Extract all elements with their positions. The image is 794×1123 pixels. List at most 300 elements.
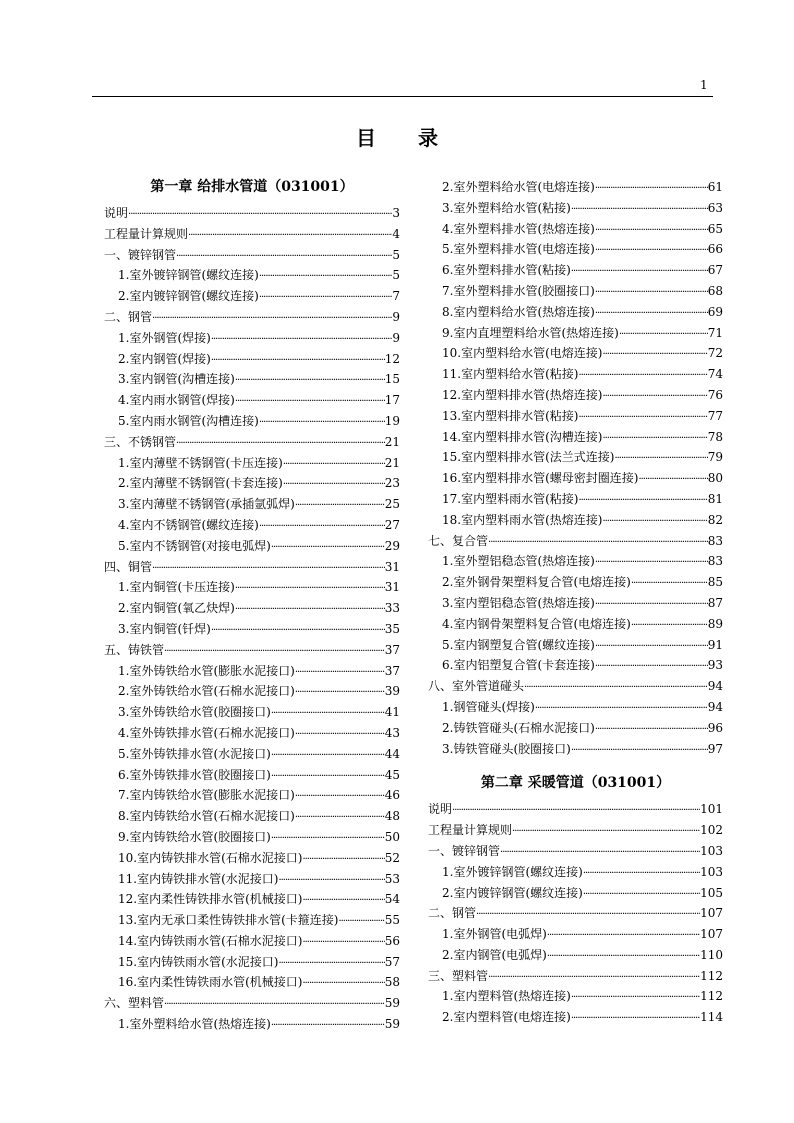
toc-entry-label: 3.室外塑料给水管(粘接)	[442, 200, 571, 215]
dot-leader	[278, 952, 384, 973]
toc-entry[interactable]	[428, 447, 723, 468]
dot-leader	[259, 265, 393, 286]
toc-list	[428, 177, 723, 759]
toc-entry-page: 4	[392, 226, 400, 241]
dot-leader	[452, 799, 700, 820]
toc-entry[interactable]	[104, 453, 400, 474]
toc-entry-page: 21	[384, 434, 400, 449]
toc-entry-page: 103	[700, 864, 723, 879]
toc-entry[interactable]	[104, 536, 400, 557]
dot-leader	[302, 972, 384, 993]
toc-entry-label: 一、镀锌钢管	[428, 843, 501, 858]
dot-leader	[571, 1007, 700, 1028]
dot-leader	[631, 572, 708, 593]
toc-entry-page: 101	[700, 802, 723, 817]
dot-leader	[302, 931, 384, 952]
toc-entry[interactable]	[104, 640, 400, 661]
toc-entry[interactable]	[428, 364, 723, 385]
toc-entry[interactable]	[428, 676, 723, 697]
toc-entry[interactable]	[428, 739, 723, 760]
toc-entry[interactable]	[428, 820, 723, 841]
toc-entry[interactable]	[428, 1007, 723, 1028]
toc-entry-label: 17.室内塑料雨水管(粘接)	[442, 491, 579, 506]
toc-entry[interactable]	[428, 551, 723, 572]
dot-leader	[235, 577, 385, 598]
toc-entry-label: 1.室外塑料给水管(热熔连接)	[118, 1017, 271, 1032]
dot-leader	[278, 869, 384, 890]
toc-entry[interactable]	[104, 224, 400, 245]
toc-entry[interactable]	[104, 265, 400, 286]
dot-leader	[488, 531, 708, 552]
toc-entry-page: 21	[384, 455, 400, 470]
dot-leader	[602, 427, 707, 448]
toc-entry-page: 68	[707, 283, 723, 298]
toc-entry-label: 5.室内不锈钢管(对接电弧焊)	[118, 538, 271, 553]
toc-entry-label: 18.室内塑料雨水管(热熔连接)	[442, 512, 603, 527]
toc-entry-label: 2.室内薄壁不锈钢管(卡套连接)	[118, 476, 283, 491]
toc-entry-page: 93	[707, 658, 723, 673]
toc-entry-page: 81	[707, 491, 723, 506]
dot-leader	[283, 453, 385, 474]
toc-entry-page: 56	[384, 933, 400, 948]
toc-entry-label: 2.室内塑料管(电熔连接)	[442, 1010, 571, 1025]
dot-leader	[578, 406, 707, 427]
dot-leader	[211, 349, 385, 370]
dot-leader	[302, 889, 384, 910]
dot-leader	[271, 702, 385, 723]
toc-entry-page: 39	[384, 684, 400, 699]
toc-entry[interactable]	[428, 198, 723, 219]
toc-entry-label: 4.室外铸铁排水管(石棉水泥接口)	[118, 725, 295, 740]
toc-entry[interactable]	[104, 369, 400, 390]
toc-entry-page: 53	[384, 871, 400, 886]
toc-entry-label: 四、铜管	[104, 559, 153, 574]
toc-entry-label: 3.室内薄壁不锈钢管(承插氩弧焊)	[118, 497, 295, 512]
toc-entry-label: 4.室内钢骨架塑料复合管(电熔连接)	[442, 616, 631, 631]
page-title	[0, 122, 794, 151]
toc-entry-label: 5.室内钢塑复合管(螺纹连接)	[442, 637, 595, 652]
toc-entry-label: 1.钢管碰头(焊接)	[442, 699, 535, 714]
dot-leader	[512, 820, 700, 841]
toc-entry-label: 4.室内雨水钢管(焊接)	[118, 393, 235, 408]
toc-entry[interactable]	[428, 406, 723, 427]
toc-entry[interactable]	[428, 219, 723, 240]
toc-entry-label: 说明	[104, 206, 129, 220]
dot-leader	[164, 640, 385, 661]
dot-leader	[595, 281, 708, 302]
dot-leader	[211, 328, 393, 349]
dot-leader	[595, 551, 708, 572]
toc-entry-label: 9.室内铸铁给水管(胶圈接口)	[118, 829, 271, 844]
toc-entry[interactable]	[428, 614, 723, 635]
toc-entry[interactable]	[428, 323, 723, 344]
toc-entry-label: 5.室外塑料排水管(电熔连接)	[442, 242, 595, 257]
toc-entry[interactable]	[428, 385, 723, 406]
toc-entry[interactable]	[104, 972, 400, 993]
toc-entry-page: 69	[707, 304, 723, 319]
toc-entry-page: 91	[707, 637, 723, 652]
toc-entry[interactable]	[428, 862, 723, 883]
toc-entry-page: 41	[384, 705, 400, 720]
toc-entry-page: 9	[392, 309, 400, 324]
toc-entry[interactable]	[104, 765, 400, 786]
toc-entry[interactable]	[104, 432, 400, 453]
toc-entry[interactable]	[428, 489, 723, 510]
toc-entry-page: 71	[707, 325, 723, 340]
toc-entry-page: 114	[700, 1010, 723, 1025]
title-char-1: 目	[356, 126, 376, 150]
toc-entry-page: 74	[707, 367, 723, 382]
dot-leader	[547, 924, 700, 945]
dot-leader	[164, 993, 385, 1014]
toc-entry-label: 2.室内钢管(焊接)	[118, 351, 211, 366]
toc-left-column	[104, 177, 400, 1035]
toc-entry-label: 二、钢管	[104, 309, 153, 324]
toc-entry-label: 3.室内铜管(钎焊)	[118, 621, 211, 636]
toc-entry[interactable]	[428, 799, 723, 820]
toc-entry-label: 5.室外铸铁排水管(水泥接口)	[118, 746, 271, 761]
toc-entry-page: 89	[707, 616, 723, 631]
toc-entry-page: 35	[384, 621, 400, 636]
toc-entry[interactable]	[428, 635, 723, 656]
toc-entry[interactable]	[428, 177, 723, 198]
toc-entry-label: 9.室内直埋塑料给水管(热熔连接)	[442, 325, 619, 340]
toc-entry-label: 说明	[428, 802, 453, 817]
toc-entry-page: 112	[700, 968, 723, 983]
dot-leader	[271, 536, 385, 557]
dot-leader	[535, 697, 708, 718]
toc-entry-label: 1.室外铸铁给水管(膨胀水泥接口)	[118, 663, 295, 678]
toc-entry[interactable]	[104, 390, 400, 411]
toc-entry-page: 5	[392, 268, 400, 283]
dot-leader	[295, 785, 385, 806]
toc-entry-page: 110	[700, 947, 723, 962]
toc-entry[interactable]	[428, 718, 723, 739]
toc-right-column	[428, 177, 723, 1028]
toc-entry-page: 23	[384, 476, 400, 491]
toc-entry[interactable]	[104, 515, 400, 536]
toc-entry-label: 10.室内铸铁排水管(石棉水泥接口)	[118, 850, 303, 865]
toc-entry[interactable]	[428, 281, 723, 302]
toc-entry-page: 57	[384, 954, 400, 969]
toc-entry-label: 工程量计算规则	[104, 226, 189, 241]
toc-entry-page: 25	[384, 497, 400, 512]
dot-leader	[619, 323, 708, 344]
toc-entry-page: 112	[700, 989, 723, 1004]
toc-entry-page: 80	[707, 471, 723, 486]
dot-leader	[188, 224, 392, 245]
toc-entry[interactable]	[428, 986, 723, 1007]
dot-leader	[271, 827, 385, 848]
toc-entry-label: 7.室外塑料排水管(胶圈接口)	[442, 283, 595, 298]
toc-entry[interactable]	[104, 1014, 400, 1035]
toc-entry-label: 三、不锈钢管	[104, 434, 177, 449]
toc-entry-page: 63	[707, 200, 723, 215]
toc-entry-page: 103	[700, 843, 723, 858]
page-number: 1	[700, 78, 708, 92]
dot-leader	[595, 718, 708, 739]
toc-entry-page: 15	[384, 372, 400, 387]
toc-entry[interactable]	[104, 286, 400, 307]
dot-leader	[176, 432, 385, 453]
toc-entry-page: 43	[384, 725, 400, 740]
toc-entry-label: 1.室内铜管(卡压连接)	[118, 580, 235, 595]
toc-entry[interactable]	[104, 952, 400, 973]
toc-entry-page: 78	[707, 429, 723, 444]
toc-entry-page: 82	[707, 512, 723, 527]
toc-entry-label: 8.室内铸铁给水管(石棉水泥接口)	[118, 809, 295, 824]
dot-leader	[500, 841, 700, 862]
toc-entry-label: 六、塑料管	[104, 996, 165, 1011]
toc-entry[interactable]	[104, 577, 400, 598]
dot-leader	[578, 364, 707, 385]
dot-leader	[295, 494, 385, 515]
toc-list	[104, 203, 400, 1035]
toc-entry-label: 6.室内铝塑复合管(卡套连接)	[442, 658, 595, 673]
toc-entry-page: 94	[707, 679, 723, 694]
dot-leader	[235, 369, 385, 390]
toc-entry-page: 37	[384, 663, 400, 678]
chapter-heading: 第二章 采暖管道（031001）	[480, 775, 671, 792]
toc-entry[interactable]	[104, 598, 400, 619]
toc-entry-page: 3	[392, 206, 400, 220]
toc-entry-label: 13.室内无承口柔性铸铁排水管(卡箍连接)	[118, 913, 339, 928]
toc-entry[interactable]	[428, 260, 723, 281]
dot-leader	[571, 260, 708, 281]
toc-entry[interactable]	[428, 841, 723, 862]
dot-leader	[283, 473, 385, 494]
toc-entry-label: 15.室内塑料排水管(法兰式连接)	[442, 450, 615, 465]
toc-entry[interactable]	[104, 494, 400, 515]
dot-leader	[235, 598, 385, 619]
dot-leader	[295, 681, 385, 702]
toc-entry[interactable]	[104, 889, 400, 910]
toc-entry[interactable]	[428, 903, 723, 924]
dot-leader	[338, 910, 384, 931]
toc-entry-label: 3.铸铁管碰头(胶圈接口)	[442, 741, 571, 756]
dot-leader	[295, 661, 385, 682]
toc-entry-page: 107	[700, 927, 723, 942]
dot-leader	[578, 489, 707, 510]
toc-entry[interactable]	[428, 468, 723, 489]
toc-entry[interactable]	[428, 697, 723, 718]
dot-leader	[595, 593, 708, 614]
toc-entry-label: 8.室内塑料给水管(热熔连接)	[442, 304, 595, 319]
toc-entry-label: 2.室内钢管(电弧焊)	[442, 947, 547, 962]
toc-entry-label: 4.室内不锈钢管(螺纹连接)	[118, 517, 259, 532]
toc-entry[interactable]	[104, 931, 400, 952]
toc-entry-label: 一、镀锌钢管	[104, 247, 177, 262]
dot-leader	[583, 862, 700, 883]
toc-entry-label: 11.室内塑料给水管(粘接)	[442, 367, 579, 382]
dot-leader	[271, 765, 385, 786]
toc-entry[interactable]	[428, 510, 723, 531]
toc-entry[interactable]	[104, 785, 400, 806]
dot-leader	[595, 635, 708, 656]
toc-entry-page: 58	[384, 975, 400, 990]
dot-leader	[595, 177, 708, 198]
dot-leader	[488, 966, 700, 987]
toc-entry[interactable]	[104, 848, 400, 869]
toc-entry-label: 三、塑料管	[428, 968, 489, 983]
toc-entry-label: 1.室外钢管(电弧焊)	[442, 927, 547, 942]
toc-entry-page: 17	[384, 393, 400, 408]
toc-entry-page: 54	[384, 892, 400, 907]
toc-entry[interactable]	[104, 411, 400, 432]
toc-entry-page: 5	[392, 247, 400, 262]
dot-leader	[259, 515, 385, 536]
toc-entry-label: 二、钢管	[428, 906, 477, 921]
toc-entry[interactable]	[428, 966, 723, 987]
toc-entry[interactable]	[428, 945, 723, 966]
toc-entry[interactable]	[428, 924, 723, 945]
toc-entry-label: 2.室内铜管(氧乙炔焊)	[118, 601, 235, 616]
toc-entry-label: 五、铸铁管	[104, 642, 165, 657]
toc-entry-page: 96	[707, 720, 723, 735]
toc-entry[interactable]	[104, 827, 400, 848]
toc-entry-label: 1.室外镀锌钢管(螺纹连接)	[118, 268, 259, 283]
toc-list	[428, 799, 723, 1028]
toc-entry[interactable]	[428, 302, 723, 323]
toc-entry[interactable]	[428, 593, 723, 614]
toc-entry[interactable]	[104, 473, 400, 494]
toc-entry[interactable]	[104, 723, 400, 744]
toc-entry-page: 7	[392, 289, 400, 304]
toc-entry-page: 61	[707, 180, 723, 194]
toc-entry-page: 44	[384, 746, 400, 761]
toc-entry-page: 12	[384, 351, 400, 366]
toc-entry[interactable]	[104, 806, 400, 827]
toc-entry[interactable]	[104, 681, 400, 702]
dot-leader	[235, 390, 385, 411]
toc-entry-label: 15.室内铸铁雨水管(水泥接口)	[118, 954, 279, 969]
toc-entry-page: 72	[707, 346, 723, 361]
toc-entry[interactable]	[428, 343, 723, 364]
toc-entry[interactable]	[104, 349, 400, 370]
toc-entry[interactable]	[428, 883, 723, 904]
toc-entry-page: 83	[707, 554, 723, 569]
toc-entry-label: 6.室外塑料排水管(粘接)	[442, 263, 571, 278]
toc-entry[interactable]	[104, 557, 400, 578]
toc-entry[interactable]	[428, 239, 723, 260]
toc-entry-page: 65	[707, 221, 723, 236]
toc-entry-page: 83	[707, 533, 723, 548]
toc-entry[interactable]	[104, 702, 400, 723]
toc-entry[interactable]	[104, 245, 400, 266]
toc-entry-page: 59	[384, 1017, 400, 1032]
toc-entry-page: 77	[707, 408, 723, 423]
toc-entry-page: 76	[707, 387, 723, 402]
toc-entry-label: 12.室内塑料排水管(热熔连接)	[442, 387, 603, 402]
toc-entry[interactable]	[428, 427, 723, 448]
toc-entry-page: 85	[707, 575, 723, 590]
toc-entry-label: 2.室外铸铁给水管(石棉水泥接口)	[118, 684, 295, 699]
toc-entry[interactable]	[104, 661, 400, 682]
dot-leader	[152, 557, 385, 578]
dot-leader	[595, 239, 708, 260]
toc-entry[interactable]	[104, 307, 400, 328]
toc-entry-page: 46	[384, 788, 400, 803]
toc-entry-page: 87	[707, 595, 723, 610]
toc-entry-label: 3.室内塑铝稳态管(热熔连接)	[442, 595, 595, 610]
toc-entry[interactable]	[104, 328, 400, 349]
toc-entry-label: 2.室外钢骨架塑料复合管(电熔连接)	[442, 575, 631, 590]
toc-entry-page: 79	[707, 450, 723, 465]
dot-leader	[595, 302, 708, 323]
dot-leader	[602, 343, 707, 364]
toc-entry[interactable]	[428, 531, 723, 552]
toc-entry-page: 19	[384, 413, 400, 428]
dot-leader	[602, 510, 707, 531]
dot-leader	[614, 447, 707, 468]
dot-leader	[259, 411, 385, 432]
toc-entry-label: 工程量计算规则	[428, 823, 513, 838]
dot-leader	[631, 614, 708, 635]
toc-entry[interactable]	[104, 869, 400, 890]
toc-entry-page: 37	[384, 642, 400, 657]
toc-entry-label: 2.室外塑料给水管(电熔连接)	[442, 180, 595, 194]
toc-entry-page: 45	[384, 767, 400, 782]
toc-entry[interactable]	[104, 744, 400, 765]
dot-leader	[602, 385, 707, 406]
toc-entry[interactable]	[428, 572, 723, 593]
header-rule	[92, 96, 713, 97]
dot-leader	[271, 1014, 385, 1035]
dot-leader	[638, 468, 707, 489]
toc-entry-label: 1.室外镀锌钢管(螺纹连接)	[442, 864, 583, 879]
toc-entry-label: 七、复合管	[428, 533, 489, 548]
dot-leader	[595, 655, 708, 676]
toc-entry[interactable]	[104, 619, 400, 640]
toc-entry-label: 14.室内铸铁雨水管(石棉水泥接口)	[118, 933, 303, 948]
dot-leader	[547, 945, 700, 966]
toc-entry-label: 12.室内柔性铸铁排水管(机械接口)	[118, 892, 303, 907]
toc-entry-page: 9	[392, 330, 400, 345]
toc-entry-label: 2.铸铁管碰头(石棉水泥接口)	[442, 720, 595, 735]
toc-entry-label: 3.室内钢管(沟槽连接)	[118, 372, 235, 387]
dot-leader	[271, 744, 385, 765]
toc-entry-label: 11.室内铸铁排水管(水泥接口)	[118, 871, 279, 886]
dot-leader	[524, 676, 708, 697]
toc-entry-page: 55	[384, 913, 400, 928]
toc-entry-label: 14.室内塑料排水管(沟槽连接)	[442, 429, 603, 444]
toc-entry-label: 4.室外塑料排水管(热熔连接)	[442, 221, 595, 236]
toc-entry[interactable]	[428, 655, 723, 676]
toc-entry[interactable]	[104, 993, 400, 1014]
toc-entry-label: 13.室内塑料排水管(粘接)	[442, 408, 579, 423]
toc-entry-label: 1.室外钢管(焊接)	[118, 330, 211, 345]
toc-entry-page: 102	[700, 823, 723, 838]
toc-entry-page: 107	[700, 906, 723, 921]
toc-entry-page: 27	[384, 517, 400, 532]
toc-entry[interactable]	[104, 203, 400, 224]
dot-leader	[152, 307, 392, 328]
dot-leader	[176, 245, 392, 266]
toc-entry[interactable]	[104, 910, 400, 931]
toc-entry-page: 97	[707, 741, 723, 756]
toc-entry-label: 八、室外管道碰头	[428, 679, 525, 694]
dot-leader	[595, 219, 708, 240]
toc-entry-page: 29	[384, 538, 400, 553]
dot-leader	[259, 286, 393, 307]
dot-leader	[128, 203, 392, 224]
toc-entry-label: 2.室内镀锌钢管(螺纹连接)	[118, 289, 259, 304]
title-char-2: 录	[418, 126, 438, 150]
toc-entry-page: 52	[384, 850, 400, 865]
dot-leader	[476, 903, 700, 924]
toc-entry-page: 94	[707, 699, 723, 714]
dot-leader	[295, 723, 385, 744]
